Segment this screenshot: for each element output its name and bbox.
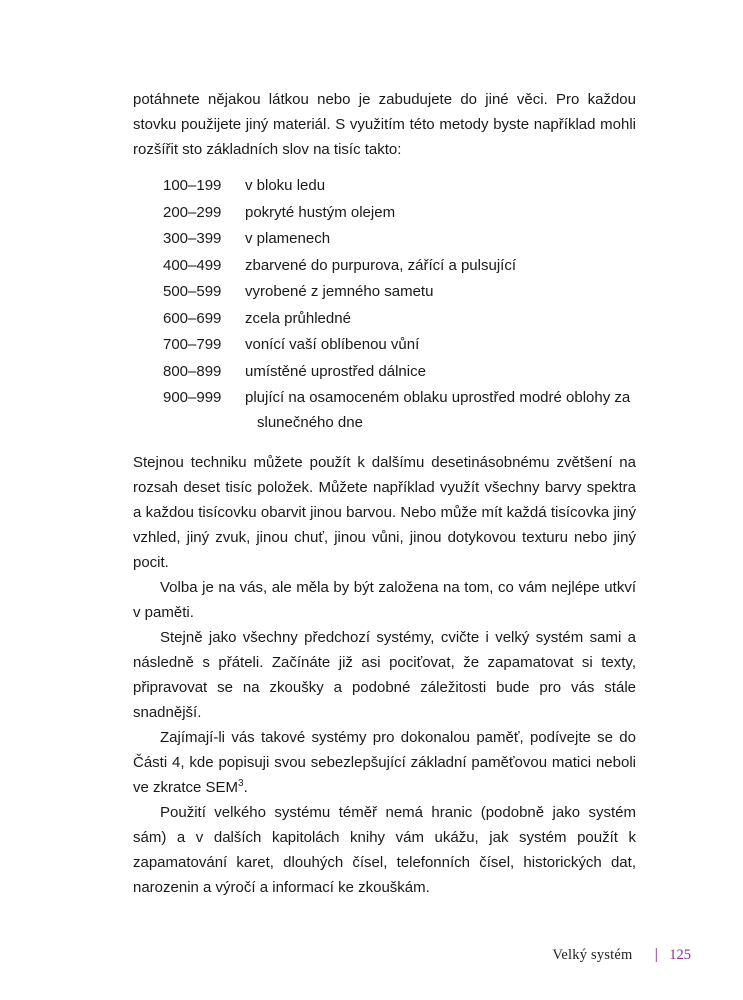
list-item bbox=[163, 226, 636, 251]
page-footer bbox=[552, 947, 691, 964]
list-item-text: zbarvené do purpurova, zářící a pulsující bbox=[245, 256, 516, 274]
list-item-range: 200–299 bbox=[163, 203, 222, 221]
sem-superscript: 3 bbox=[238, 778, 244, 789]
list-item-range: 700–799 bbox=[163, 336, 222, 353]
sem-text-before: Zajímají-li vás takové systémy pro dokonalou paměť, podívejte se do Části 4, kde popisuji svou sebezlepšující základní paměťovou matici neboli ve zkratce SEM bbox=[133, 729, 636, 796]
running-chapter-title: Velký systém bbox=[552, 947, 633, 963]
list-item-range: 400–499 bbox=[163, 256, 222, 274]
list-item-range: 100–199 bbox=[163, 177, 222, 194]
page-body-text bbox=[133, 87, 636, 900]
list-item-text: vonící vaší oblíbenou vůní bbox=[245, 336, 420, 353]
paragraph-usage: Použití velkého systému téměř nemá hranic (podobně jako systém sám) a v dalších kapitolách knihy vám ukážu, jak systém použít k zapamatování karet, dlouhých čísel, telefonních čísel, historických dat, narozenin a výročí a informací ke zkouškám. bbox=[133, 804, 636, 896]
list-item-text: vyrobené z jemného sametu bbox=[245, 283, 434, 300]
list-item-range: 300–399 bbox=[163, 230, 222, 247]
list-item bbox=[163, 359, 636, 384]
footer-separator-bar: | bbox=[654, 947, 659, 963]
list-item-text: v plamenech bbox=[245, 230, 331, 247]
paragraph-choice: Volba je na vás, ale měla by být založena na tom, co vám nejlépe utkví v paměti. bbox=[133, 579, 636, 621]
number-range-list bbox=[163, 173, 636, 435]
list-item bbox=[163, 306, 636, 331]
list-item-range: 600–699 bbox=[163, 309, 222, 327]
list-item-text: umístěné uprostřed dálnice bbox=[245, 362, 426, 380]
list-item-text: zcela průhledné bbox=[245, 309, 351, 327]
list-item bbox=[163, 173, 636, 198]
list-item-range: 800–899 bbox=[163, 362, 222, 380]
list-item bbox=[163, 332, 636, 357]
paragraph-intro: potáhnete nějakou látkou nebo je zabudujete do jiné věci. Pro každou stovku použijete jiný materiál. S využitím této metody byste například mohli rozšířit sto základních slov na tisíc takto: bbox=[133, 91, 636, 158]
list-item bbox=[163, 253, 636, 278]
list-item bbox=[163, 279, 636, 304]
paragraph-sem-reference bbox=[133, 725, 636, 800]
list-item-text: plující na osamoceném oblaku uprostřed modré oblohy za slunečného dne bbox=[245, 389, 631, 431]
page-number: 125 bbox=[669, 947, 691, 963]
sem-text-after: . bbox=[243, 779, 248, 796]
paragraph-practice: Stejně jako všechny předchozí systémy, cvičte i velký systém sami a následně s přáteli. Začínáte již asi pociťovat, že zapamatovat si texty, připravovat se na zkoušky a podobné záležitosti bude pro vás stále snadnější. bbox=[133, 629, 636, 721]
list-item bbox=[163, 385, 636, 435]
paragraph-technique: Stejnou techniku můžete použít k dalšímu desetinásobnému zvětšení na rozsah deset tisíc položek. Můžete například využít všechny barvy spektra a každou tisícovku obarvit jinou barvou. Nebo může mít každá tisícovka jiný vzhled, jiný zvuk, jinou chuť, jinou vůni, jinou dotykovou texturu nebo jiný pocit. bbox=[133, 454, 636, 571]
list-item-range: 900–999 bbox=[163, 389, 222, 406]
list-item bbox=[163, 200, 636, 225]
list-item-text: v bloku ledu bbox=[245, 177, 326, 194]
list-item-text: pokryté hustým olejem bbox=[245, 203, 396, 221]
list-item-range: 500–599 bbox=[163, 283, 222, 300]
